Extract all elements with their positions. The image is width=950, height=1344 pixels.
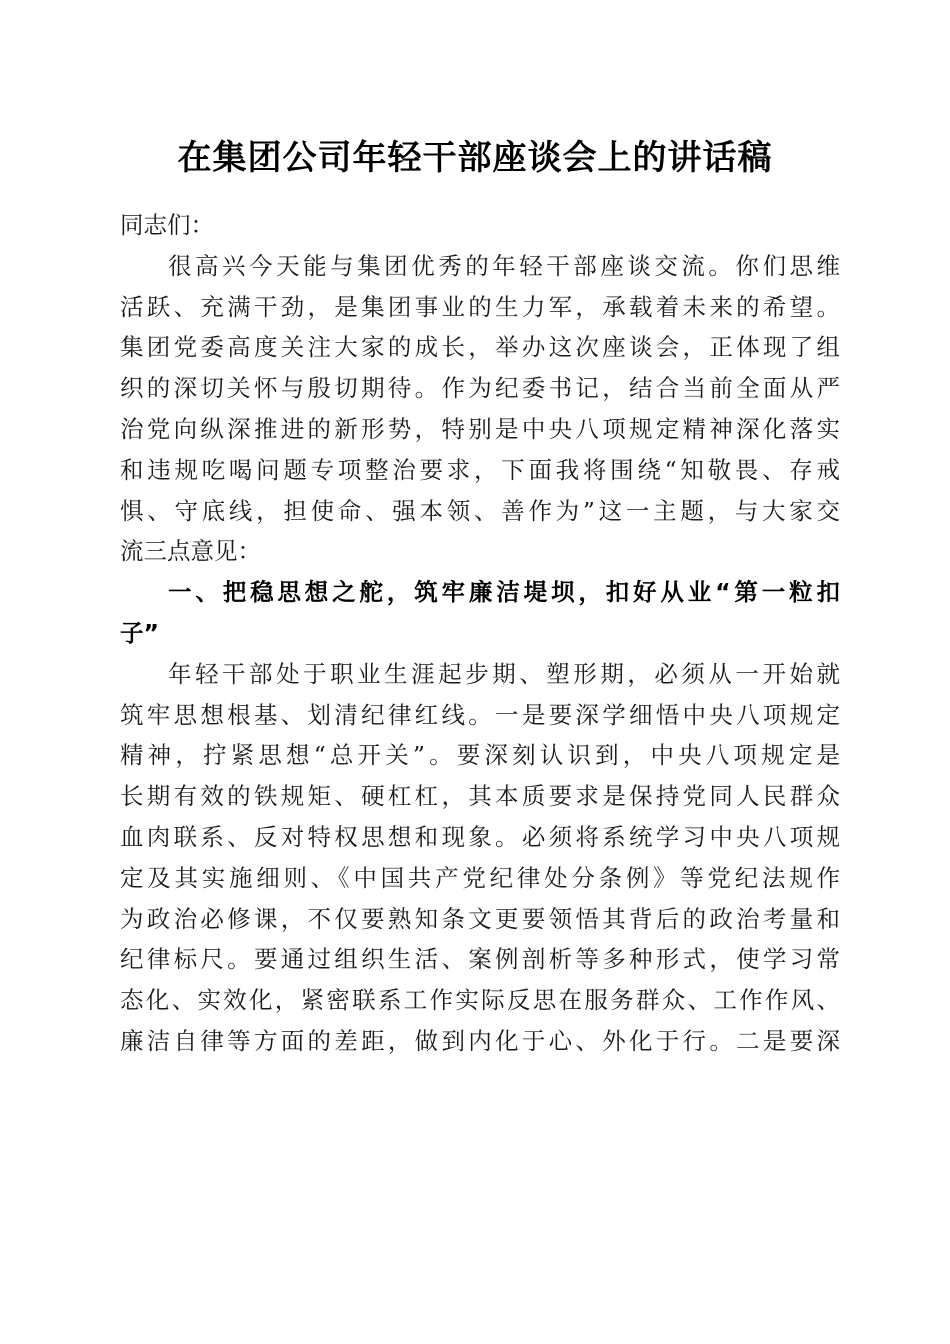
paragraph-line: 治党向纵深推进的新形势，特别是中央八项规定精神深化落实	[120, 414, 840, 443]
paragraph-line: 定及其实施细则、《中国共产党纪律处分条例》等党纪法规作	[120, 863, 840, 892]
document-body	[120, 205, 840, 1062]
heading-line: 子”	[120, 618, 159, 647]
paragraph-line: 筑牢思想根基、划清纪律红线。一是要深学细悟中央八项规定	[120, 700, 840, 729]
paragraph-line: 织的深切关怀与殷切期待。作为纪委书记，结合当前全面从严	[120, 374, 840, 403]
paragraph-line: 精神，拧紧思想“总开关”。要深刻认识到，中央八项规定是	[120, 741, 840, 770]
paragraph-line: 为政治必修课，不仅要熟知条文更要领悟其背后的政治考量和	[120, 904, 840, 933]
paragraph-line: 血肉联系、反对特权思想和现象。必须将系统学习中央八项规	[120, 822, 840, 851]
document-title: 在集团公司年轻干部座谈会上的讲话稿	[177, 138, 773, 178]
salutation: 同志们：	[120, 211, 214, 239]
paragraph-line: 年轻干部处于职业生涯起步期、塑形期，必须从一开始就	[168, 659, 840, 688]
paragraph-line: 长期有效的铁规矩、硬杠杠，其本质要求是保持党同人民群众	[120, 782, 840, 811]
paragraph-line: 和违规吃喝问题专项整治要求，下面我将围绕“知敬畏、存戒	[120, 455, 840, 484]
paragraph-line: 很高兴今天能与集团优秀的年轻干部座谈交流。你们思维	[168, 251, 840, 280]
paragraph-line: 集团党委高度关注大家的成长，举办这次座谈会，正体现了组	[120, 333, 840, 362]
paragraph-intro	[120, 246, 840, 572]
paragraph-line: 纪律标尺。要通过组织生活、案例剖析等多种形式，使学习常	[120, 945, 840, 974]
heading-line: 一、把稳思想之舵，筑牢廉洁堤坝，扣好从业“第一粒扣	[168, 578, 840, 607]
paragraph-line: 惧、守底线，担使命、强本领、善作为”这一主题，与大家交	[120, 496, 840, 525]
paragraph-line: 活跃、充满干劲，是集团事业的生力军，承载着未来的希望。	[120, 292, 840, 321]
paragraph-line: 流三点意见：	[120, 537, 261, 566]
section-heading-1	[120, 572, 840, 654]
paragraph-line: 廉洁自律等方面的差距，做到内化于心、外化于行。二是要深	[120, 1026, 840, 1055]
paragraph-line: 态化、实效化，紧密联系工作实际反思在服务群众、工作作风、	[120, 986, 840, 1015]
paragraph-section-1	[120, 654, 840, 1062]
